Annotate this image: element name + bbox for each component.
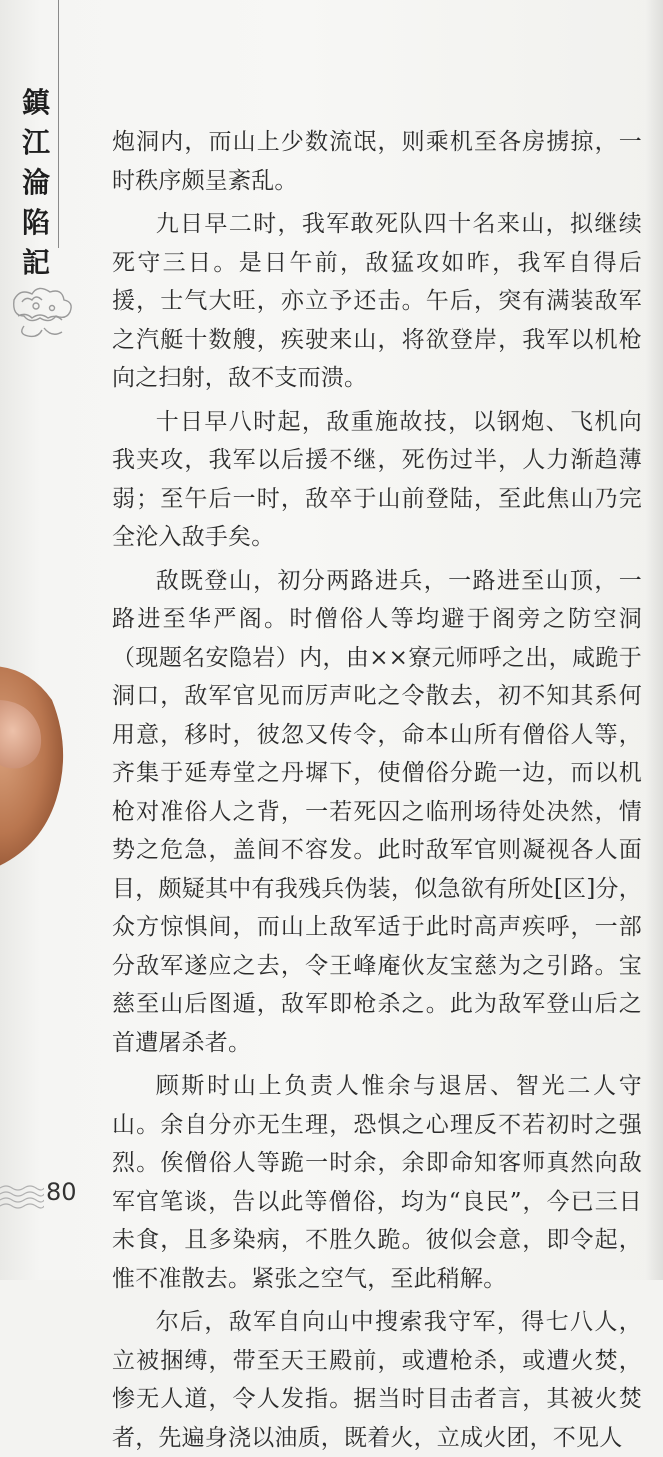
paragraph: 十日早八时起，敌重施故技，以钢炮、飞机向我夹攻，我军以后援不继，死伤过半，人力渐趋薄弱；至午后一时，敌卒于山前登陆，至此焦山乃完全沦入敌手矣。	[112, 408, 642, 550]
sidebar-rule	[58, 0, 59, 248]
cloud-ornament-icon	[4, 278, 78, 342]
page-edge-shadow	[645, 0, 663, 1280]
paragraph: 顾斯时山上负责人惟余与退居、智光二人守山。余自分亦无生理，恐惧之心理反不若初时之强烈。俟僧俗人等跪一时余，余即命知客师真然向敌军官笔谈，告以此等僧俗，均为“良民”，今已三日未食，且多染病，不胜久跪。彼似会意，即令起，惟不准散去。紧张之空气，至此稍解。	[112, 1073, 642, 1292]
paragraph: 炮洞内，而山上少数流氓，则乘机至各房掳掠，一时秩序颇呈紊乱。	[112, 129, 642, 194]
title-char: 記	[21, 246, 50, 279]
wave-ornament-icon	[0, 1178, 44, 1216]
paragraph: 敌既登山，初分两路进兵，一路进至山顶，一路进至华严阁。时僧俗人等均避于阁旁之防空洞（现题名安隐岩）内，由××寮元师呼之出，咸跪于洞口，敌军官见而厉声叱之令散去，初不知其系何用意，移时，彼忽又传令，命本山所有僧俗人等，齐集于延寿堂之丹墀下，使僧俗分跪一边，而以机枪对准俗人之背，一若死囚之临刑场待处决然，情势之危急，盖间不容发。此时敌军官则凝视各人面目，颇疑其中有我残兵伪装，似急欲有所处[区]分，众方惊惧间，而山上敌军适于此时高声疾呼，一部分敌军遂应之去，令王峰庵伙友宝慈为之引路。宝慈至山后图遁，敌军即枪杀之。此为敌军登山后之首遭屠杀者。	[112, 567, 642, 1056]
paragraph: 尔后，敌军自向山中搜索我守军，得七八人，立被捆缚，带至天王殿前，或遭枪杀，或遭火焚，惨无人道，令人发指。据当时目击者言，其被火焚者，先遍身浇以油质，既着火，立成火团，不见人	[112, 1309, 642, 1451]
title-char: 江	[21, 126, 50, 159]
title-char: 鎮	[21, 86, 50, 119]
title-char: 陷	[21, 206, 50, 239]
page-number: 80	[46, 1178, 77, 1206]
finger-in-photo	[0, 660, 68, 870]
paragraph: 九日早二时，我军敢死队四十名来山，拟继续死守三日。是日午前，敌猛攻如昨，我军自得后援，士气大旺，亦立予还击。午后，突有满装敌军之汽艇十数艘，疾驶来山，将欲登岸，我军以机枪向之扫射，敌不支而溃。	[112, 211, 642, 391]
body-text	[112, 123, 642, 1457]
title-char: 淪	[21, 166, 50, 199]
running-title-vertical	[18, 86, 54, 280]
